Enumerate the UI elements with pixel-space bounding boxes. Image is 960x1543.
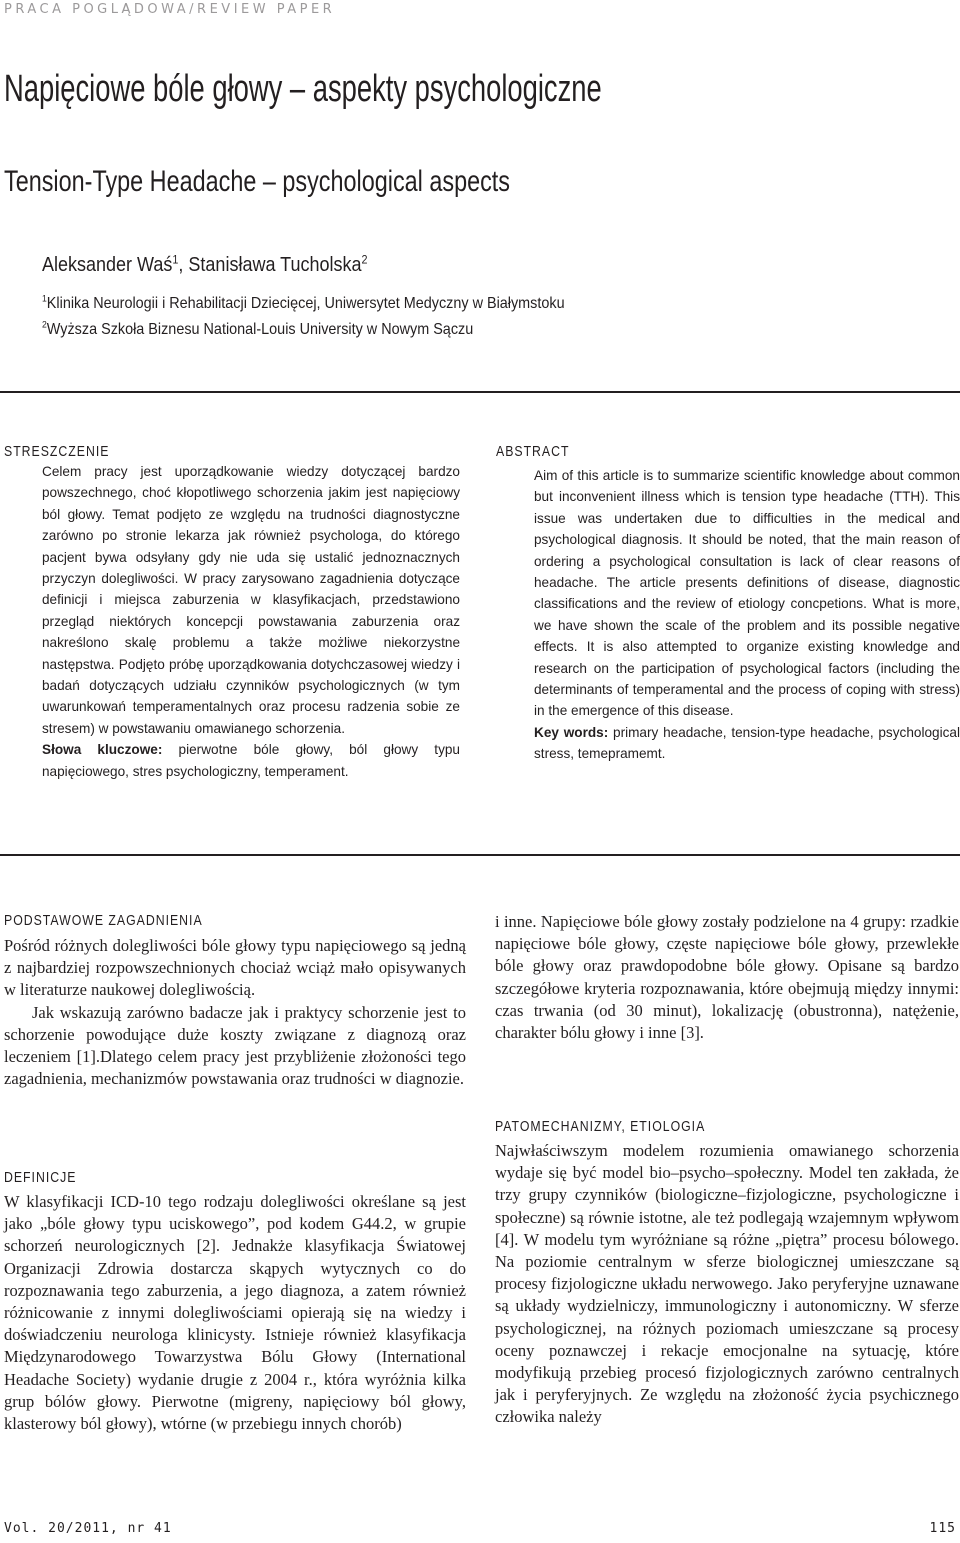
paragraph: Najwłaściwszym modelem rozumienia omawianego schorzenia wydaje się być model bio–psycho–społeczny. Model ten zakłada, że trzy grupy czynników (biologiczne–fizjologiczne, psychologiczne i społeczne) są równie istotne, ale też podlegają wzajemnym wpływom [4]. W modelu tym wyróżniane są różne „piętra” procesu bólowego. Na poziomie centralnym w sferze biologicznej umieszczane są procesy fizjologiczne układu nerwowego. Jako peryferyjne uznawane są układy wydzielniczy, immunologiczny i autonomiczny. W sferze psychologicznej, na różnych poziomach umieszczane są procesy oceny poznawczej i rekacje emocjonalne na sytuację, które modyfikują przebieg procesó fizjologicznych zarówno centralnych jak i peryferyjnych. Ze względu na złożoność życia psychicznego człowika należy — [495, 1141, 959, 1427]
paragraph: i inne. Napięciowe bóle głowy zostały podzielone na 4 grupy: rzadkie napięciowe bóle głowy, częste napięciowe bóle głowy, przewlekłe bóle głowy oraz prawdopodobne bóle głowy. Opisane są bardzo szczegółowe kryteria rozpoznawania, które obejmują między innymi: czas trwania (od 30 minut), lokalizację (obustronna), natężenie, charakter bólu głowy i inne [3]. — [495, 912, 959, 1043]
affiliation-1 — [42, 295, 565, 313]
abstract-en-keywords-text: primary headache, tension-type headache, psychological stress, temepramemt. — [534, 724, 960, 762]
issue-footer: Vol. 20/2011, nr 41 — [4, 1521, 172, 1536]
page-number: 115 — [929, 1521, 956, 1536]
affiliation-2 — [42, 321, 473, 339]
abstract-en-keywords-label: Key words: — [534, 724, 609, 740]
section-heading-pathomechanisms: PATOMECHANIZMY, ETIOLOGIA — [495, 1118, 706, 1135]
body-column-right-pathomechanisms — [495, 1140, 959, 1429]
title-polish: Napięciowe bóle głowy – aspekty psychologiczne — [4, 68, 602, 110]
title-english: Tension-Type Headache – psychological aspects — [4, 165, 511, 198]
abstract-pl-body: Celem pracy jest uporządkowanie wiedzy dotyczącej bardzo powszechnego, choć kłopotliwego schorzenia jakim jest napięciowy ból głowy. Temat podjęto ze względu na trudności diagnostyczne zarówno po stronie lekarza jak również psychologa, do którego pacjent bywa odsyłany gdy nie uda się ustalić jednoznacznych przyczyn dolegliwości. W pracy zarysowano zagadnienia dotyczące definicji i miejsca zaburzenia w klasyfikacjach, przedstawiono przegląd niektórych koncepcji powstawania zaburzenia oraz nakreślono skalę problemu a także możliwe niekorzystne następstwa. Podjęto próbę uporządkowania dotychczasowej wiedzy i badań dotyczących udziału czynników psychologicznych (w tym uwarunkowań temperamentalnych oraz procesu radzenia sobie ze stresem) w powstawaniu omawianego schorzenia. — [42, 464, 460, 736]
abstract-pl-heading: STRESZCZENIE — [4, 443, 110, 460]
affiliation-2-text: Wyższa Szkoła Biznesu National-Louis University w Nowym Sączu — [46, 321, 474, 338]
abstract-en-heading: ABSTRACT — [496, 443, 570, 460]
top-divider — [0, 391, 960, 393]
affiliation-1-mark: 1 — [42, 293, 47, 305]
author-separator: , — [178, 254, 189, 276]
abstract-en — [534, 465, 960, 765]
abstract-en-body: Aim of this article is to summarize scientific knowledge about common but inconvenient illness which is tension type headache (TTH). This issue was undertaken due to difficulties in the medical and psychological diagnosis. It should be noted, that the main reason of ordering a psychological consultation is lack of clear reasons of headache. The article presents definitions of disease, diagnostic classifications and the review of etiology concpetions. What is more, we have shown the scale of the problem and its possible negative effects. It is also attempted to organize existing knowledge and research on the participation of psychological factors (including the determinants of temperamental and the process of coping with stress) in the emergence of this disease. — [534, 468, 960, 719]
abstract-en-keywords — [534, 722, 960, 765]
abstract-pl — [42, 461, 460, 782]
affiliation-2-mark: 2 — [42, 319, 47, 331]
author-1-affiliation-mark: 1 — [172, 252, 179, 267]
paragraph: Pośród różnych dolegliwości bóle głowy typu napięciowego są jedną z najbardziej rozpowszechnionych chociaż wciąż mało opisywanych w literaturze naukowej dolegliwością. — [4, 936, 466, 1000]
abstract-pl-keywords — [42, 739, 460, 782]
body-column-right — [495, 911, 959, 1044]
body-column-left — [4, 935, 466, 1090]
mid-divider — [0, 854, 960, 856]
article-type-kicker: PRACA POGLĄDOWA/REVIEW PAPER — [4, 2, 336, 17]
paragraph: W klasyfikacji ICD-10 tego rodzaju dolegliwości określane są jest jako „bóle głowy typu uciskowego”, pod kodem G44.2, w grupie schorzeń neurologicznych [2]. Jednakże klasyfikacja Światowej Organizacji Zdrowia dostarcza skąpych wytycznych co do rozpoznawania tego zaburzenia, a jego diagnoza, a zatem również różnicowanie z innymi dolegliwościami opierają się na wiedzy i doświadczeniu neurologa klinicysty. Istnieje również klasyfikacja Międzynarodowego Towarzystwa Bólu Głowy (International Headache Society) wydanie drugie z 2004 r., która wyróżnia kilka grup bólów głowy. Pierwotne (migreny, napięciowy ból głowy, klasterowy ból głowy), wtórne (w przebiegu innych chorób) — [4, 1192, 466, 1434]
author-1: Aleksander Waś — [42, 254, 173, 276]
author-2-affiliation-mark: 2 — [361, 252, 368, 267]
affiliation-1-text: Klinika Neurologii i Rehabilitacji Dziecięcej, Uniwersytet Medyczny w Białymstoku — [46, 295, 565, 312]
abstract-pl-keywords-text: pierwotne bóle głowy, ból głowy typu napięciowego, stres psychologiczny, temperament. — [42, 742, 460, 779]
body-column-left-definitions — [4, 1191, 466, 1435]
paragraph: Jak wskazują zarówno badacze jak i praktycy schorzenie jest to schorzenie powodujące duże koszty związane z diagnozą oraz leczeniem [1].Dlatego celem pracy jest przybliżenie złożoności tego zagadnienia, mechanizmów powstawania oraz trudności w diagnozie. — [4, 1002, 466, 1089]
abstract-pl-keywords-label: Słowa kluczowe: — [42, 742, 163, 758]
author-2: Stanisława Tucholska — [188, 254, 362, 276]
section-heading-definitions: DEFINICJE — [4, 1169, 77, 1186]
section-heading-basics: PODSTAWOWE ZAGADNIENIA — [4, 912, 203, 929]
authors-line — [42, 254, 368, 277]
